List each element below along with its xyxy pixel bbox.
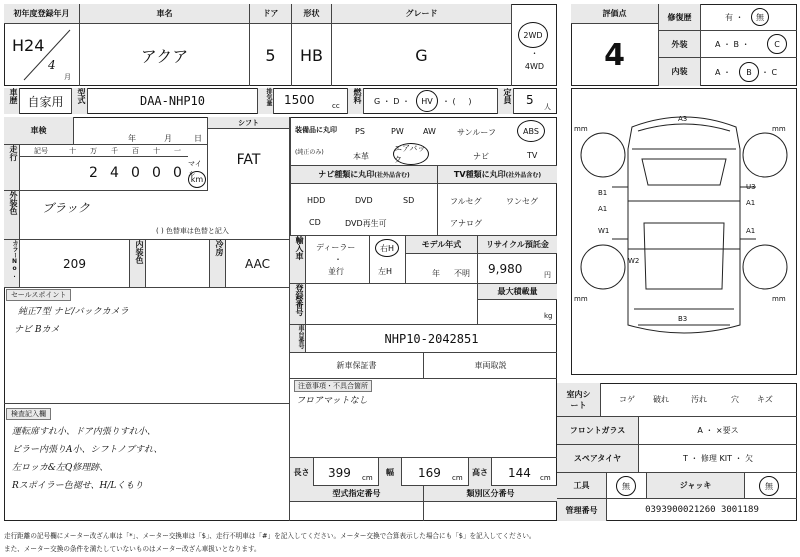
interior-label: 内装 <box>659 58 701 86</box>
color-label: 外装色 <box>4 191 20 240</box>
damage-b1: B1 <box>598 189 608 197</box>
capacity-label: 定員 <box>498 88 514 114</box>
use-label: 車歴 <box>4 88 20 114</box>
warranty-label: 新車保証書 <box>290 353 424 379</box>
exterior-c-circled: C <box>767 34 787 54</box>
name-value: アクア <box>80 24 250 86</box>
exterior-label: 外装 <box>659 31 701 58</box>
equip-ps: PS <box>355 127 365 136</box>
shift-value: FAT <box>208 129 290 191</box>
mileage-digit-3: 0 <box>131 165 140 181</box>
interior-color-value <box>146 240 210 288</box>
shift-label: シフト <box>208 117 290 129</box>
fuel-cell: G ・ D ・ HV ・ ( ) <box>364 88 498 114</box>
tire-mm-fl: mm <box>574 125 588 133</box>
width-value: 169 <box>418 466 441 480</box>
damage-a1-right-1: A1 <box>746 199 756 207</box>
inspector-line-2: ピラー内張りA小、シフトノブすれ、 <box>12 445 163 455</box>
drive-2wd-circled: 2WD <box>518 22 548 48</box>
equip-aw: AW <box>423 127 436 136</box>
name-label: 車名 <box>80 4 250 24</box>
notes-label: 注意事項・不具合箇所 <box>294 380 372 392</box>
spare-label: スペアタイヤ <box>557 445 639 473</box>
damage-a3: A3 <box>678 115 688 123</box>
glass-label: フロントガラス <box>557 417 639 445</box>
notes-cell <box>290 379 557 458</box>
diagram-frame <box>571 88 797 375</box>
tools-label: 工具 <box>557 473 607 499</box>
tools-none-circled: 無 <box>616 476 636 496</box>
first-reg-cell <box>4 24 80 86</box>
mileage-digit-4: 0 <box>152 165 161 181</box>
mileage-grid: 記号 十 万 千 百 十 一 2 4 0 0 0 マイル km <box>20 145 208 191</box>
damage-a1-right-2: A1 <box>746 227 756 235</box>
max-load-label: 最大積載量 <box>478 284 557 300</box>
displacement-cell <box>274 88 348 114</box>
inspector-line-1: 運転席すれ小、ドア内張りすれ小、 <box>12 427 156 437</box>
registration-label: 登録番号 <box>290 284 306 325</box>
capacity-value: 5 <box>526 93 534 107</box>
shape-value: HB <box>292 24 332 86</box>
repair-label: 修復歴 <box>659 4 701 31</box>
seat-label: 室内シート <box>557 383 601 417</box>
footer-line-2: また、メーター交換の条件を満たしていないものはメーター改ざん車扱いとなります。 <box>4 545 261 553</box>
inspector-label: 検査記入欄 <box>6 408 51 420</box>
damage-w1: W1 <box>598 227 610 235</box>
tools-value-cell <box>607 473 647 499</box>
tire-mm-rl: mm <box>574 295 588 303</box>
color-value: ブラック <box>42 201 90 215</box>
equip-leather: 本革 <box>353 152 369 161</box>
manual-label: 車両取説 <box>424 353 557 379</box>
selling-point-1: 純正7型 ナビ/バックカメラ <box>18 307 129 317</box>
dimensions-row: 長さ 399 cm 幅 169 cm 高さ 144 cm <box>290 458 557 486</box>
height-value: 144 <box>508 466 531 480</box>
mgmt-label: 管理番号 <box>557 499 607 521</box>
seat-options: コゲ 破れ 汚れ 穴 キズ <box>601 383 797 417</box>
interior-color-label: 内装色 <box>130 240 146 288</box>
max-load-cell: kg <box>478 300 557 325</box>
first-reg-era: H24 <box>12 36 45 55</box>
mileage-label: 走行 <box>4 145 20 191</box>
import-label: 輸入車 <box>290 236 306 284</box>
inspector-line-3: 左ロッカ&左Q修理跡、 <box>12 463 109 473</box>
footer-line-1: 走行距離の記号欄にメーター改ざん車は「*」、メーター交換車は「$」、走行不明車は「#」を記入してください。メーター交換で合算表示した場合にも「$」を記入してください。 <box>4 532 536 540</box>
aircon-value: AAC <box>226 240 290 288</box>
mileage-unit-km-circled: km <box>188 171 206 188</box>
damage-w2: W2 <box>628 257 640 265</box>
equip-pw: PW <box>391 127 404 136</box>
inspector-line-4: Rスポイラー色褪せ、H/Lくもり <box>12 481 144 491</box>
tire-rear-left <box>581 245 625 289</box>
model-year-cell: 年 不明 <box>406 254 478 284</box>
navi-header: ナビ種類に丸印(社外品含む) <box>290 166 438 184</box>
equip-navi: ナビ <box>473 152 489 161</box>
selling-points-cell <box>4 288 290 404</box>
mileage-digit-5: 0 <box>173 165 182 181</box>
chassis-value: NHP10-2042851 <box>306 325 557 353</box>
class-number-label: 類別区分番号 <box>424 486 557 502</box>
equipment-label: 装備品に丸印 <box>295 126 337 134</box>
tire-mm-fr: mm <box>772 125 786 133</box>
color-repaint-note: ( ) 色替車は色替と記入 <box>156 227 229 235</box>
displacement-unit: cc <box>332 102 340 110</box>
displacement-label: 排気量 <box>258 88 274 114</box>
fuel-hv-circled: HV <box>416 90 438 112</box>
glass-options: A ・ ×要ス <box>639 417 797 445</box>
fuel-label: 燃料 <box>348 88 364 114</box>
right-hand-circled: 右H <box>375 239 399 257</box>
capacity-cell <box>514 88 557 114</box>
equip-abs-circled: ABS <box>517 120 545 142</box>
inspector-cell <box>4 404 290 521</box>
grade-label: グレード <box>332 4 512 24</box>
capacity-unit: 人 <box>544 103 551 111</box>
import-handle-cell: 右H 左H <box>370 236 406 284</box>
spare-options: T ・ 修理 KIT ・ 欠 <box>639 445 797 473</box>
length-value: 399 <box>328 466 351 480</box>
door-label: ドア <box>250 4 292 24</box>
interior-b-circled: B <box>739 62 759 82</box>
use-value: 自家用 <box>20 88 72 114</box>
recycle-value: 9,980 <box>488 262 523 276</box>
tire-rear-right <box>743 245 787 289</box>
mileage-digit-2: 4 <box>110 165 119 181</box>
inspection-label: 車検 <box>4 117 74 145</box>
equip-airbag-circled: エアバック <box>393 143 429 165</box>
damage-b3: B3 <box>678 315 688 323</box>
score-label: 評価点 <box>571 4 659 24</box>
mileage-digit-1: 2 <box>89 165 98 181</box>
equipment-cell <box>290 117 557 166</box>
color-cell <box>20 191 290 240</box>
recycle-cell: 9,980 円 <box>478 254 557 284</box>
grade-value: G <box>332 24 512 86</box>
color-code-value: 209 <box>20 240 130 288</box>
chassis-label: 車台番号 <box>290 325 306 353</box>
jack-value-cell <box>745 473 797 499</box>
equipment-sublabel: (純正のみ) <box>295 149 324 156</box>
type-label: 型式 <box>72 88 88 114</box>
notes-value: フロアマットなし <box>296 396 368 406</box>
selling-point-2: ナビ Bカメ <box>14 325 60 335</box>
color-code-label: カラーNo. <box>4 240 20 288</box>
first-reg-month: 4 <box>48 58 56 72</box>
repair-none-circled: 無 <box>751 8 769 26</box>
exterior-options: A ・ B ・ C <box>701 31 797 58</box>
tv-options: フルセグ ワンセグ アナログ <box>438 184 557 236</box>
recycle-label: リサイクル預託金 <box>478 236 557 254</box>
jack-none-circled: 無 <box>759 476 779 496</box>
damage-a1-left: A1 <box>598 205 608 213</box>
drive-4wd: 4WD <box>524 62 545 71</box>
interior-options: A ・ B ・ C <box>701 58 797 86</box>
door-value: 5 <box>250 24 292 86</box>
displacement-value: 1500 <box>284 93 315 107</box>
mileage-unit-mile: マイル <box>188 160 202 178</box>
tire-front-left <box>581 133 625 177</box>
mgmt-value: 0393900021260 3001189 <box>645 505 759 515</box>
equip-sunroof: サンルーフ <box>457 128 496 137</box>
shape-label: 形状 <box>292 4 332 24</box>
registration-value <box>306 284 478 325</box>
tire-mm-rr: mm <box>772 295 786 303</box>
aircon-label: 冷房 <box>210 240 226 288</box>
drive-cell <box>512 4 557 86</box>
model-year-label: モデル年式 <box>406 236 478 254</box>
repair-options: 有 ・ 無 <box>701 4 797 31</box>
type-designation-label: 型式指定番号 <box>290 486 424 502</box>
type-value: DAA-NHP10 <box>88 88 258 114</box>
drive-dot: ・ <box>530 49 539 58</box>
navi-options: HDD DVD SD CD DVD再生可 <box>290 184 438 236</box>
jack-label: ジャッキ <box>647 473 745 499</box>
type-designation-value <box>290 502 424 521</box>
import-dealer-cell: ディーラー ・ 並行 <box>306 236 370 284</box>
first-reg-label: 初年度登録年月 <box>4 4 80 24</box>
tv-header: TV種類に丸印(社外品含む) <box>438 166 557 184</box>
tire-front-right <box>743 133 787 177</box>
damage-u3: U3 <box>746 183 756 191</box>
first-reg-month-unit: 月 <box>64 73 71 81</box>
inspection-date: 年 月 日 <box>74 117 208 145</box>
score-value: 4 <box>571 24 659 86</box>
equip-tv: TV <box>527 151 538 160</box>
selling-points-label: セールスポイント <box>6 289 71 301</box>
